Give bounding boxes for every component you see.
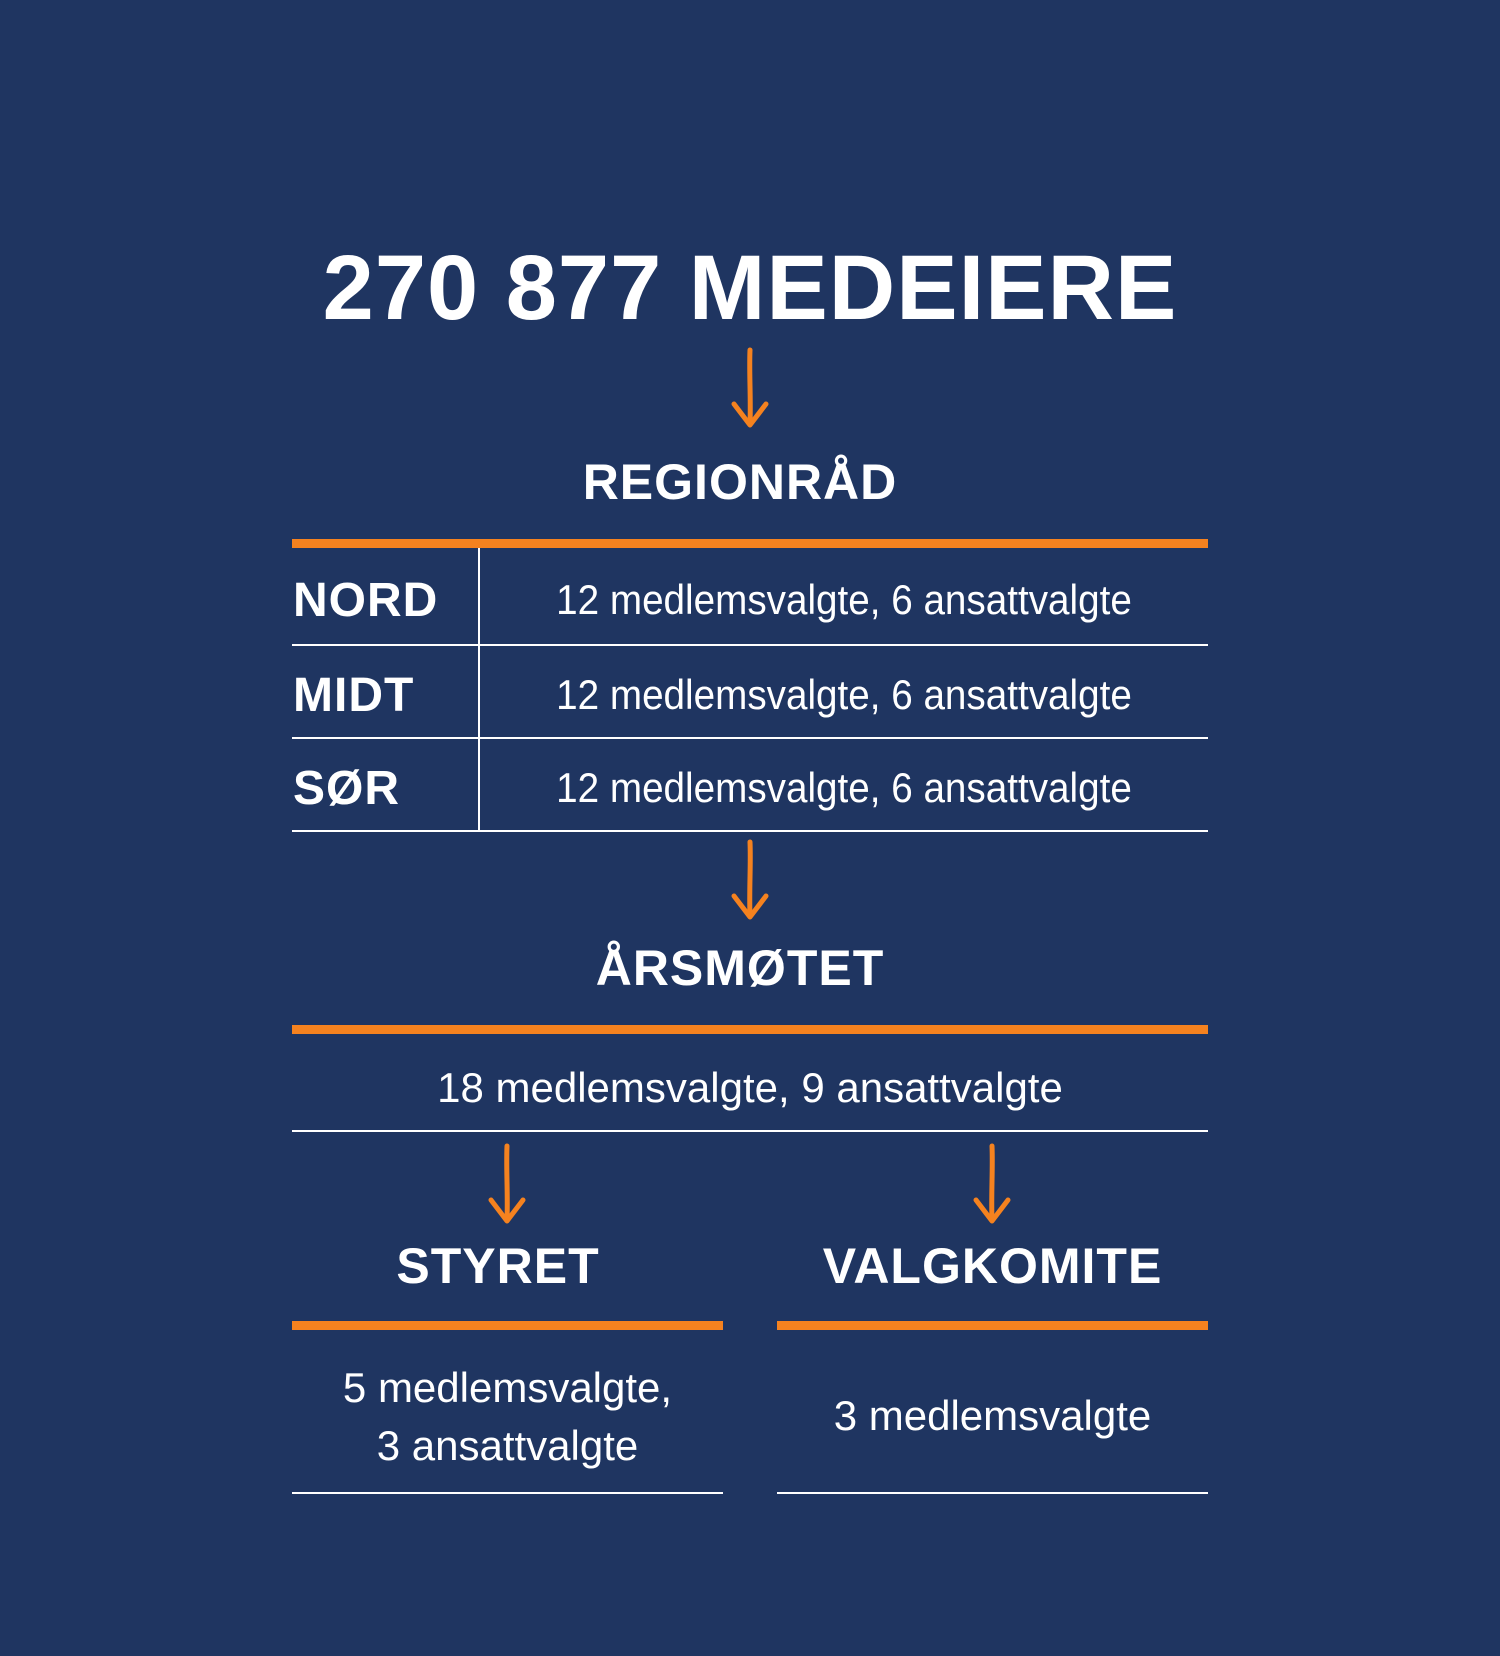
table-row-divider	[292, 830, 1208, 832]
arrow-down-icon	[730, 840, 770, 922]
region-label-sor: SØR	[293, 762, 401, 815]
region-label-midt: MIDT	[293, 669, 415, 722]
arsmotet-bottom-rule	[292, 1130, 1208, 1132]
valgkomite-value: 3 medlemsvalgte	[833, 1392, 1152, 1439]
regionrad-heading: REGIONRÅD	[582, 454, 898, 510]
region-label-nord: NORD	[293, 574, 439, 627]
styret-heading: STYRET	[396, 1238, 600, 1294]
styret-top-bar	[292, 1321, 723, 1330]
styret-value-line1: 5 medlemsvalgte,	[342, 1364, 673, 1411]
arsmotet-top-bar	[292, 1025, 1208, 1034]
arrow-down-icon	[972, 1144, 1012, 1226]
table-row-divider	[292, 644, 1208, 646]
styret-bottom-rule	[292, 1492, 723, 1494]
arrow-down-icon	[730, 348, 770, 430]
table-column-divider	[478, 548, 480, 830]
region-value-nord: 12 medlemsvalgte, 6 ansattvalgte	[556, 576, 1132, 623]
valgkomite-bottom-rule	[777, 1492, 1208, 1494]
page-title: 270 877 MEDEIERE	[322, 237, 1178, 339]
regionrad-top-bar	[292, 539, 1208, 548]
valgkomite-heading: VALGKOMITE	[822, 1238, 1163, 1294]
arsmotet-heading: ÅRSMØTET	[595, 940, 885, 996]
region-value-sor: 12 medlemsvalgte, 6 ansattvalgte	[556, 764, 1132, 811]
region-value-midt: 12 medlemsvalgte, 6 ansattvalgte	[556, 671, 1132, 718]
valgkomite-top-bar	[777, 1321, 1208, 1330]
styret-value-line2: 3 ansattvalgte	[376, 1422, 639, 1469]
arsmotet-value: 18 medlemsvalgte, 9 ansattvalgte	[437, 1064, 1063, 1111]
arrow-down-icon	[487, 1144, 527, 1226]
table-row-divider	[292, 737, 1208, 739]
